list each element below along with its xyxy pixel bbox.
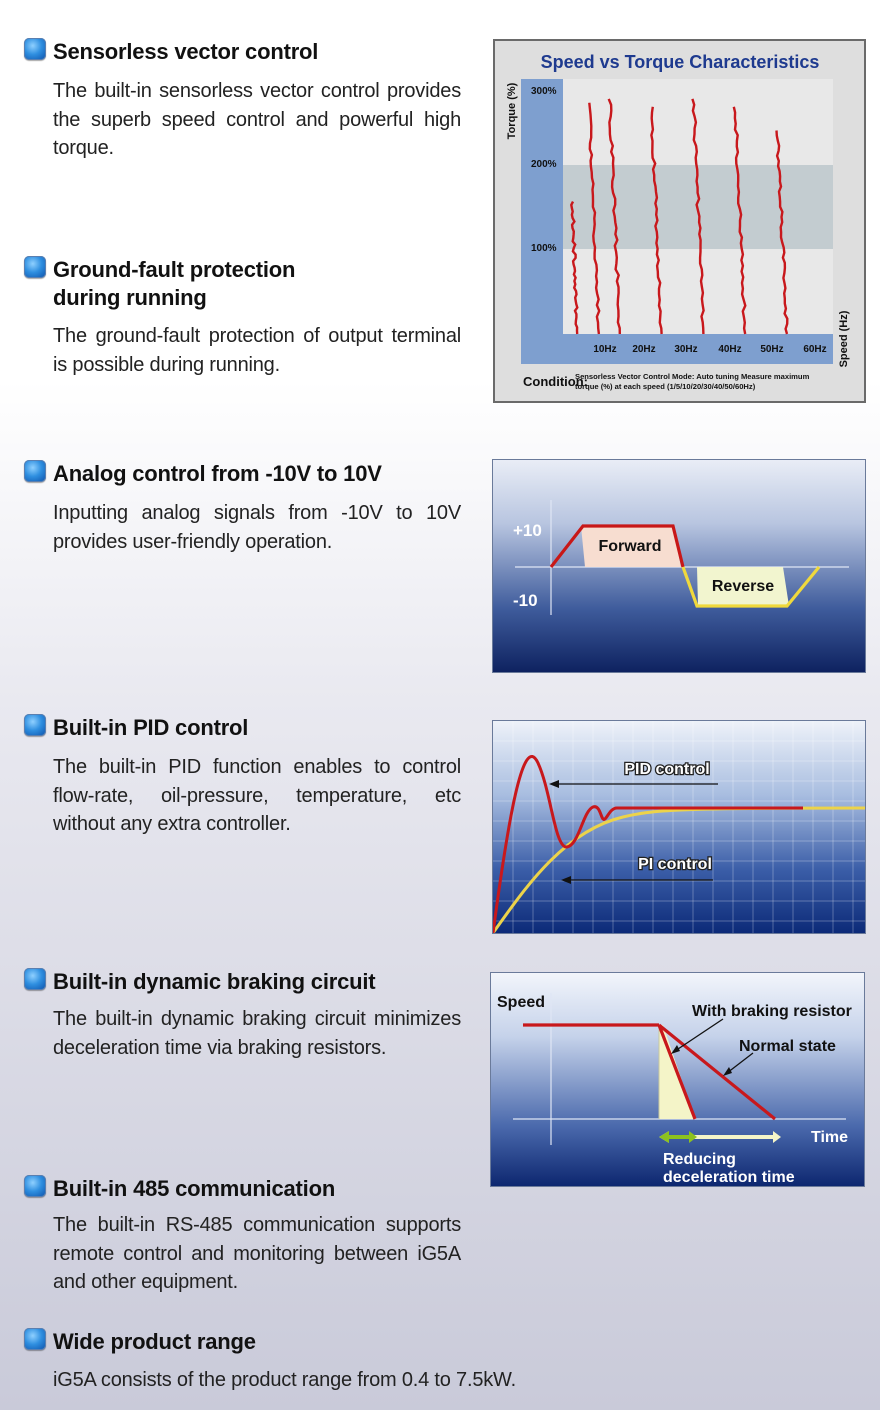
x-tick-20hz: 20Hz bbox=[632, 344, 656, 355]
feature-title: Wide product range bbox=[53, 1329, 256, 1354]
feature-title: Built-in PID control bbox=[53, 715, 249, 740]
y-tick-200: 200% bbox=[531, 159, 557, 170]
x-tick-60hz: 60Hz bbox=[803, 344, 827, 355]
braking-resistor-label: With braking resistor bbox=[692, 1003, 852, 1020]
feature-title: Ground-fault protection bbox=[53, 257, 296, 282]
bullet-icon bbox=[24, 1175, 46, 1197]
pid-control-chart bbox=[493, 721, 865, 933]
feature-title: Built-in 485 communication bbox=[53, 1176, 336, 1201]
chart-title: Speed vs Torque Characteristics bbox=[540, 52, 820, 72]
feature-description: The built-in PID function enables to control flow-rate, oil-pressure, temperature, etc without any extra controller. bbox=[53, 756, 461, 835]
dynamic-braking-chart bbox=[491, 973, 864, 1186]
x-axis-label: Speed (Hz) bbox=[838, 310, 850, 368]
analog-control-chart bbox=[493, 460, 865, 672]
normal-pointer-line bbox=[727, 1053, 753, 1073]
bullet-icon bbox=[24, 256, 46, 278]
bullet-icon bbox=[24, 1328, 46, 1350]
braking-decel-arrow bbox=[659, 1131, 697, 1143]
time-axis-label: Time bbox=[811, 1129, 849, 1146]
feature-title: Analog control from -10V to 10V bbox=[53, 461, 382, 486]
pid-control-chart-panel bbox=[492, 720, 866, 934]
bullet-icon bbox=[24, 714, 46, 736]
feature-description: Inputting analog signals from -10V to 10V provides user-friendly operation. bbox=[53, 502, 461, 553]
feature-ground-fault-protection bbox=[24, 256, 464, 386]
grid-lines bbox=[493, 721, 865, 933]
y-tick-plus10: +10 bbox=[513, 521, 542, 540]
x-tick-40hz: 40Hz bbox=[718, 344, 742, 355]
pid-control-curve bbox=[493, 756, 803, 933]
analog-control-chart-panel bbox=[492, 459, 866, 673]
reducing-note-line1: Reducing bbox=[663, 1151, 736, 1168]
feature-title: Built-in dynamic braking circuit bbox=[53, 969, 376, 994]
speed-torque-chart-panel bbox=[493, 39, 866, 403]
speed-torque-chart bbox=[495, 41, 864, 401]
y-axis-band bbox=[521, 79, 563, 337]
braking-pointer-line bbox=[675, 1019, 723, 1051]
normal-pointer-arrowhead bbox=[723, 1067, 732, 1076]
y-axis-label: Torque (%) bbox=[506, 82, 518, 140]
condition-text-line2: torque (%) at each speed (1/5/10/20/30/40/50/60Hz) bbox=[575, 382, 756, 391]
braking-pointer-arrowhead bbox=[671, 1045, 680, 1054]
feature-description: The built-in RS-485 communication supports remote control and monitoring between iG5A and other equipment. bbox=[53, 1214, 461, 1293]
feature-sensorless-vector-control bbox=[24, 38, 464, 168]
x-tick-50hz: 50Hz bbox=[760, 344, 784, 355]
condition-text-line1: Sensorless Vector Control Mode: Auto tuning Measure maximum bbox=[575, 372, 810, 381]
feature-pid-control bbox=[24, 714, 464, 844]
pid-control-label: PID control bbox=[624, 761, 710, 778]
y-tick-100: 100% bbox=[531, 243, 557, 254]
y-tick-300: 300% bbox=[531, 86, 557, 97]
speed-axis-label: Speed bbox=[497, 994, 546, 1011]
pi-pointer-arrowhead bbox=[561, 876, 571, 884]
feature-description: iG5A consists of the product range from 0.4 to 7.5kW. bbox=[53, 1369, 516, 1391]
reverse-label: Reverse bbox=[711, 578, 775, 595]
feature-analog-control bbox=[24, 460, 464, 560]
x-tick-30hz: 30Hz bbox=[674, 344, 698, 355]
bullet-icon bbox=[24, 38, 46, 60]
feature-description: The built-in dynamic braking circuit minimizes deceleration time via braking resistors. bbox=[53, 1008, 461, 1059]
feature-dynamic-braking bbox=[24, 968, 464, 1068]
condition-label: Condition: bbox=[523, 374, 588, 389]
pi-control-label: PI control bbox=[638, 856, 712, 873]
bullet-icon bbox=[24, 968, 46, 990]
feature-description: The built-in sensorless vector control provides the superb speed control and powerful high torque. bbox=[53, 80, 461, 159]
normal-state-label: Normal state bbox=[739, 1038, 836, 1055]
forward-label: Forward bbox=[598, 538, 662, 555]
feature-title: Sensorless vector control bbox=[53, 39, 319, 64]
feature-title-line2: during running bbox=[53, 285, 207, 310]
x-tick-10hz: 10Hz bbox=[593, 344, 617, 355]
y-tick-minus10: -10 bbox=[513, 591, 538, 610]
feature-485-communication bbox=[24, 1175, 464, 1305]
dynamic-braking-chart-panel bbox=[490, 972, 865, 1187]
reducing-note-line2: deceleration time bbox=[663, 1169, 795, 1186]
feature-wide-product-range bbox=[24, 1328, 544, 1398]
feature-description: The ground-fault protection of output terminal is possible during running. bbox=[53, 325, 461, 376]
bullet-icon bbox=[24, 460, 46, 482]
